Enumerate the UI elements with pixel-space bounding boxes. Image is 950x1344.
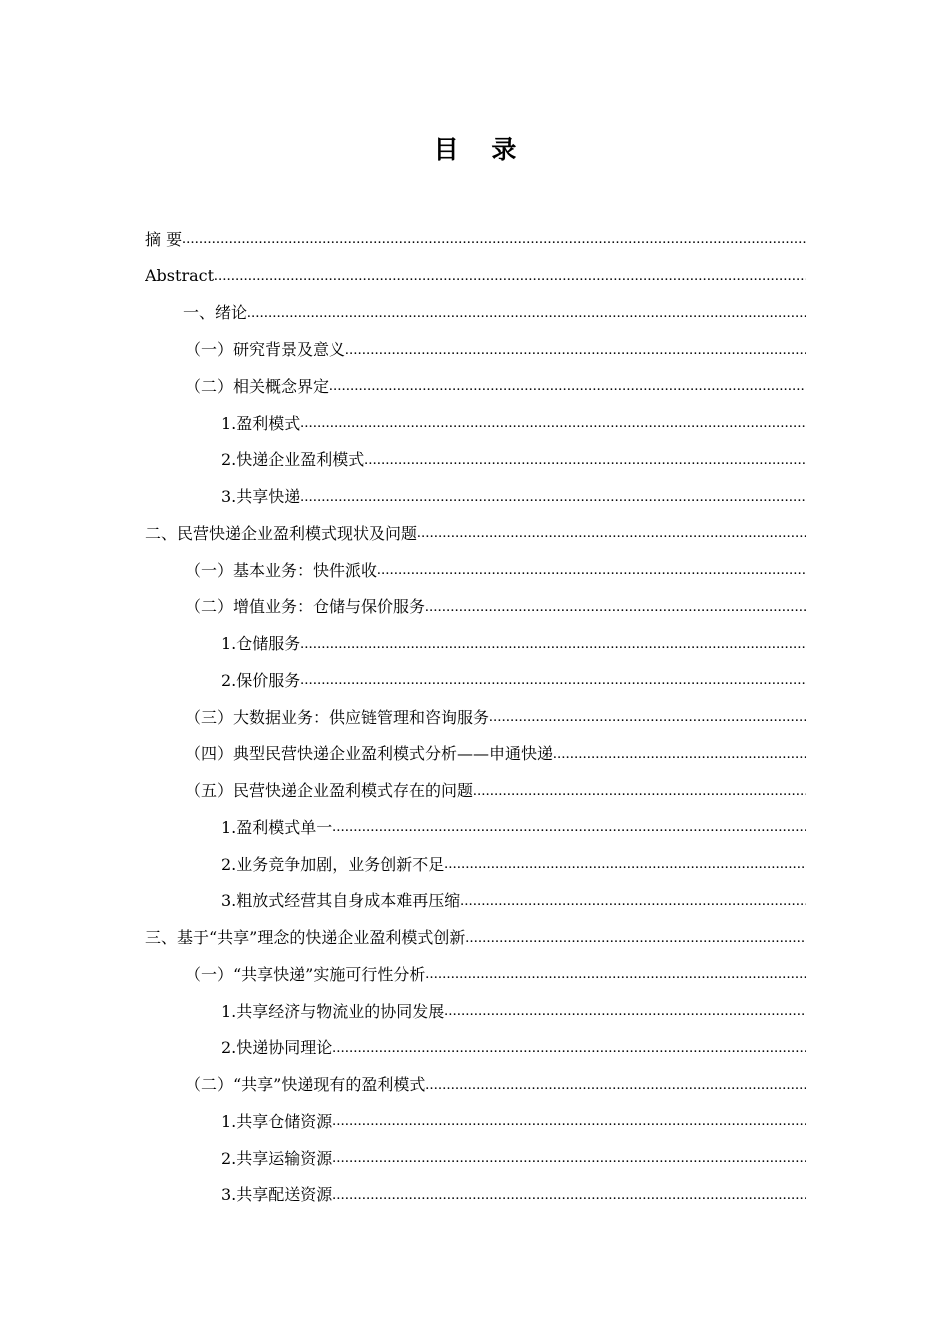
- toc-entry[interactable]: [145, 1065, 806, 1102]
- toc-leader-dots: [332, 819, 806, 836]
- toc-entry-label: 1.盈利模式: [221, 413, 301, 433]
- toc-entry[interactable]: [145, 514, 806, 551]
- toc-entry-label: 1.共享仓储资源: [221, 1111, 333, 1131]
- toc-entry-label: 3.共享配送资源: [221, 1185, 333, 1205]
- toc-leader-dots: [182, 231, 806, 248]
- toc-leader-dots: [332, 1113, 806, 1130]
- toc-entry-label: 2.共享运输资源: [221, 1148, 333, 1168]
- toc-entry[interactable]: [145, 1176, 806, 1213]
- toc-entry[interactable]: [145, 771, 806, 808]
- toc-entry-label: 2.保价服务: [221, 670, 301, 690]
- toc-leader-dots: [332, 1187, 806, 1204]
- toc-entry-label: （二）“共享”快递现有的盈利模式: [185, 1075, 426, 1095]
- toc-entry-label: 1.仓储服务: [221, 634, 301, 654]
- toc-entry[interactable]: [145, 1029, 806, 1066]
- toc-leader-dots: [377, 562, 806, 579]
- toc-entry-label: 2.快递企业盈利模式: [221, 450, 365, 470]
- toc-leader-dots: [425, 1077, 806, 1094]
- toc-entry[interactable]: [145, 1102, 806, 1139]
- toc-entry[interactable]: [145, 661, 806, 698]
- table-of-contents: [145, 220, 806, 1212]
- toc-leader-dots: [417, 525, 806, 542]
- toc-entry[interactable]: [145, 330, 806, 367]
- toc-entry-label: （一）研究背景及意义: [185, 340, 346, 360]
- toc-entry-label: 一、绪论: [183, 303, 248, 323]
- toc-leader-dots: [473, 783, 806, 800]
- toc-entry-label: （四）典型民营快递企业盈利模式分析——申通快递: [185, 744, 554, 764]
- toc-entry-label: （一）基本业务：快件派收: [185, 560, 378, 580]
- toc-entry[interactable]: [145, 404, 806, 441]
- toc-entry[interactable]: [145, 882, 806, 919]
- toc-entry-label: 摘 要: [145, 229, 183, 249]
- toc-leader-dots: [444, 856, 806, 873]
- toc-entry[interactable]: [145, 1139, 806, 1176]
- toc-leader-dots: [332, 1150, 806, 1167]
- toc-entry[interactable]: [145, 845, 806, 882]
- toc-entry[interactable]: [145, 477, 806, 514]
- toc-entry[interactable]: [145, 624, 806, 661]
- toc-entry-label: 二、民营快递企业盈利模式现状及问题: [145, 523, 418, 543]
- toc-entry[interactable]: [145, 918, 806, 955]
- toc-leader-dots: [364, 452, 806, 469]
- toc-leader-dots: [444, 1003, 806, 1020]
- toc-leader-dots: [489, 709, 806, 726]
- toc-leader-dots: [300, 636, 806, 653]
- toc-entry[interactable]: [145, 992, 806, 1029]
- toc-entry-label: 1.共享经济与物流业的协同发展: [221, 1001, 445, 1021]
- toc-entry[interactable]: [145, 955, 806, 992]
- toc-leader-dots: [247, 305, 806, 322]
- toc-leader-dots: [300, 415, 806, 432]
- toc-entry-label: （二）相关概念界定: [185, 376, 330, 396]
- toc-leader-dots: [300, 489, 806, 506]
- toc-entry[interactable]: [145, 294, 806, 331]
- toc-leader-dots: [300, 672, 806, 689]
- toc-leader-dots: [329, 378, 806, 395]
- toc-entry[interactable]: [145, 735, 806, 772]
- toc-leader-dots: [460, 893, 806, 910]
- toc-entry[interactable]: [145, 220, 806, 257]
- toc-entry-label: Abstract: [145, 265, 215, 285]
- toc-entry-label: （五）民营快递企业盈利模式存在的问题: [185, 781, 474, 801]
- toc-entry-label: 3.粗放式经营其自身成本难再压缩: [221, 891, 461, 911]
- page-title: 目 录: [433, 135, 529, 164]
- toc-entry[interactable]: [145, 257, 806, 294]
- toc-entry[interactable]: [145, 441, 806, 478]
- toc-leader-dots: [425, 599, 806, 616]
- toc-leader-dots: [465, 930, 806, 947]
- toc-entry[interactable]: [145, 551, 806, 588]
- toc-entry[interactable]: [145, 367, 806, 404]
- toc-entry-label: 2.业务竞争加剧，业务创新不足: [221, 854, 445, 874]
- toc-entry-label: 三、基于“共享”理念的快递企业盈利模式创新: [145, 928, 466, 948]
- toc-entry-label: （三）大数据业务：供应链管理和咨询服务: [185, 707, 490, 727]
- toc-leader-dots: [425, 966, 806, 983]
- toc-leader-dots: [332, 1040, 806, 1057]
- toc-entry[interactable]: [145, 698, 806, 735]
- toc-entry-label: （一）“共享快递”实施可行性分析: [185, 964, 426, 984]
- toc-leader-dots: [345, 342, 806, 359]
- toc-leader-dots: [214, 268, 806, 285]
- toc-entry-label: （二）增值业务：仓储与保价服务: [185, 597, 426, 617]
- toc-entry-label: 3.共享快递: [221, 487, 301, 507]
- toc-leader-dots: [553, 746, 806, 763]
- toc-entry-label: 2.快递协同理论: [221, 1038, 333, 1058]
- toc-entry[interactable]: [145, 588, 806, 625]
- toc-entry-label: 1.盈利模式单一: [221, 817, 333, 837]
- toc-entry[interactable]: [145, 808, 806, 845]
